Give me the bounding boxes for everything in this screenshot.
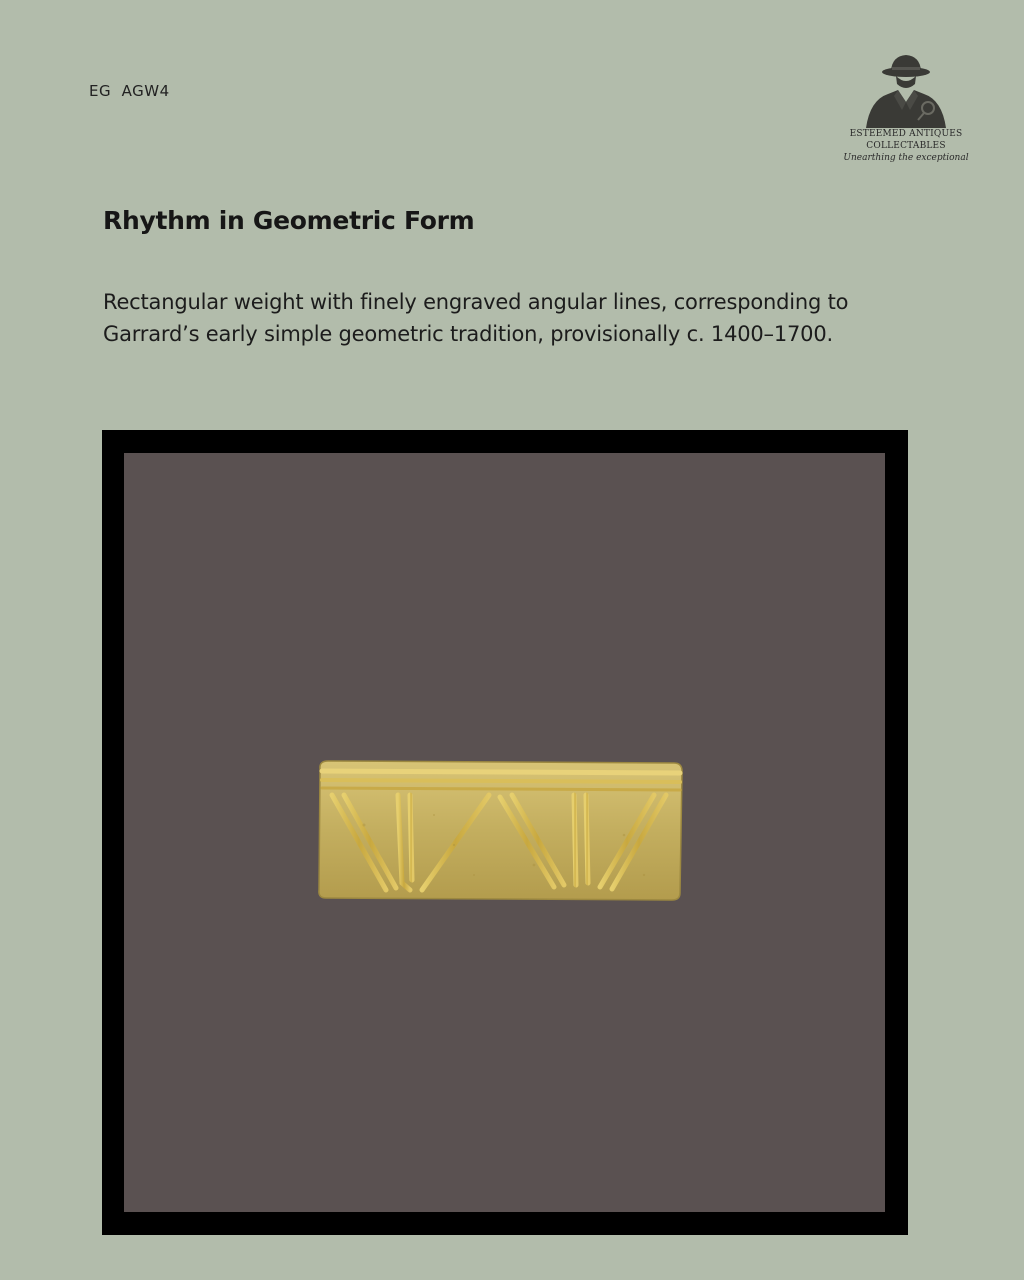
brand-name-line2: COLLECTABLES <box>866 141 946 151</box>
brand-name-line1: ESTEEMED ANTIQUES <box>849 129 963 139</box>
reference-code: EG AGW4 <box>89 82 170 100</box>
brand-logo <box>838 50 974 175</box>
page-title: Rhythm in Geometric Form <box>103 206 475 235</box>
gold-weight-image <box>314 755 694 905</box>
brand-tagline: Unearthing the exceptional <box>843 153 969 163</box>
artifact-photo <box>124 453 885 1212</box>
item-description: Rectangular weight with finely engraved angular lines, corresponding to Garrard’s early simple geometric tradition, provisionally c. 1400–1700. <box>103 290 849 346</box>
photo-frame <box>102 430 908 1235</box>
detective-figure-icon <box>858 50 954 128</box>
